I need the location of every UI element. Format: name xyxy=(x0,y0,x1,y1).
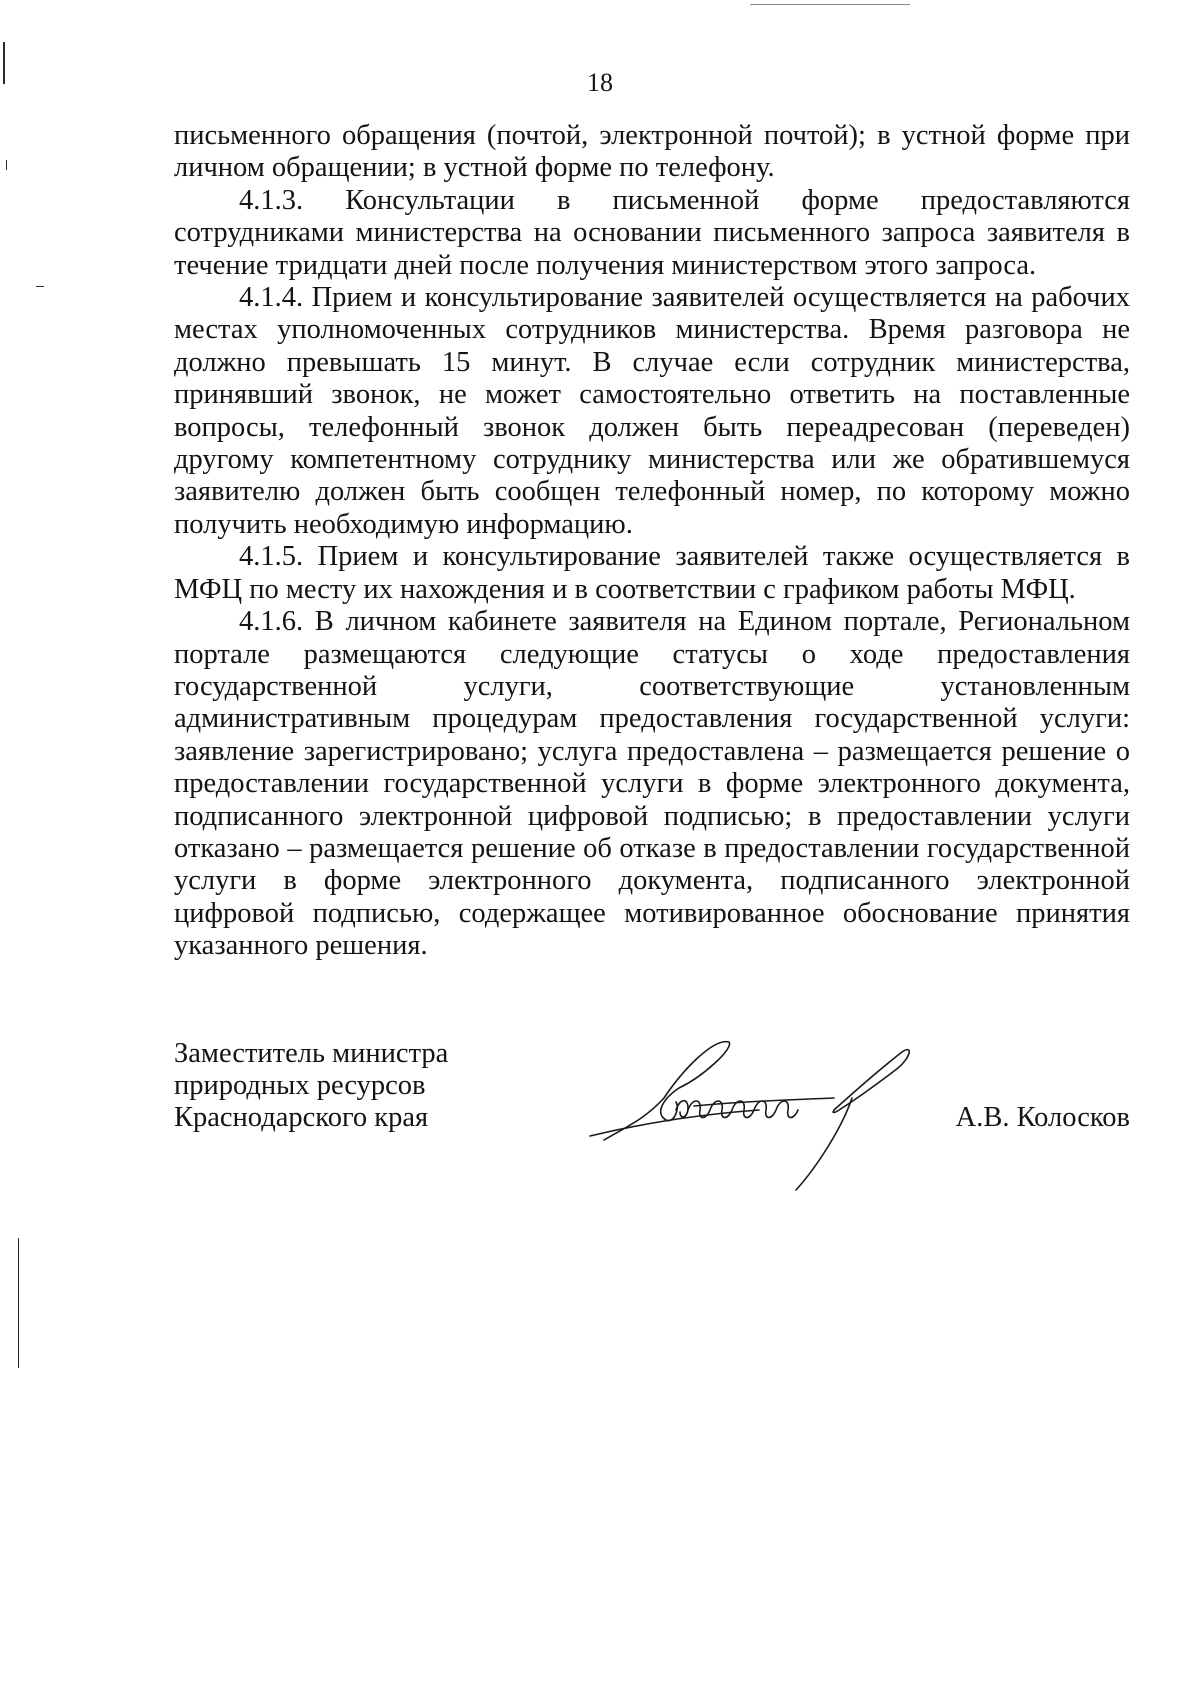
scan-edge-mark xyxy=(36,286,44,287)
paragraph-4-1-4: 4.1.4. Прием и консультирование заявителей осуществляется на рабочих местах уполномоченных сотрудников министерства. Время разговора не должно превышать 15 минут. В случае если сотрудник министерства, принявший звонок, не может самостоятельно ответить на поставленные вопросы, телефонный звонок должен быть переадресован (переведен) другому компетентному сотруднику министерства или же обратившемуся заявителю должен быть сообщен телефонный номер, по которому можно получить необходимую информацию. xyxy=(174,282,1130,540)
signer-position-line: Заместитель министра xyxy=(174,1038,449,1069)
signer-position-line: Краснодарского края xyxy=(174,1102,429,1133)
signer-name: А.В. Колосков xyxy=(955,1102,1130,1133)
scan-edge-mark xyxy=(6,160,7,170)
handwritten-signature xyxy=(584,1028,944,1203)
paragraph-4-1-5: 4.1.5. Прием и консультирование заявителей также осуществляется в МФЦ по месту их нахождения и в соответствии с графиком работы МФЦ. xyxy=(174,541,1130,605)
scan-edge-mark xyxy=(750,4,910,5)
signer-position-line: природных ресурсов xyxy=(174,1070,426,1101)
signature-block xyxy=(174,1038,1130,1178)
scan-edge-mark xyxy=(18,1238,19,1368)
paragraph-continuation: письменного обращения (почтой, электронной почтой); в устной форме при личном обращении; в устной форме по телефону. xyxy=(174,120,1130,184)
page-number: 18 xyxy=(587,68,613,97)
paragraph-4-1-6: 4.1.6. В личном кабинете заявителя на Едином портале, Региональном портале размещаются следующие статусы о ходе предоставления государственной услуги, соответствующие установленным административным процедурам предоставления государственной услуги: заявление зарегистрировано; услуга предоставлена – размещается решение о предоставлении государственной услуги в форме электронного документа, подписанного электронной цифровой подписью; в предоставлении услуги отказано – размещается решение об отказе в предоставлении государственной услуги в форме электронного документа, подписанного электронной цифровой подписью, содержащее мотивированное обоснование принятия указанного решения. xyxy=(174,606,1130,962)
signer-position xyxy=(174,1038,448,1134)
document-body xyxy=(174,120,1130,963)
paragraph-4-1-3: 4.1.3. Консультации в письменной форме предоставляются сотрудниками министерства на основании письменного запроса заявителя в течение тридцати дней после получения министерством этого запроса. xyxy=(174,184,1130,281)
